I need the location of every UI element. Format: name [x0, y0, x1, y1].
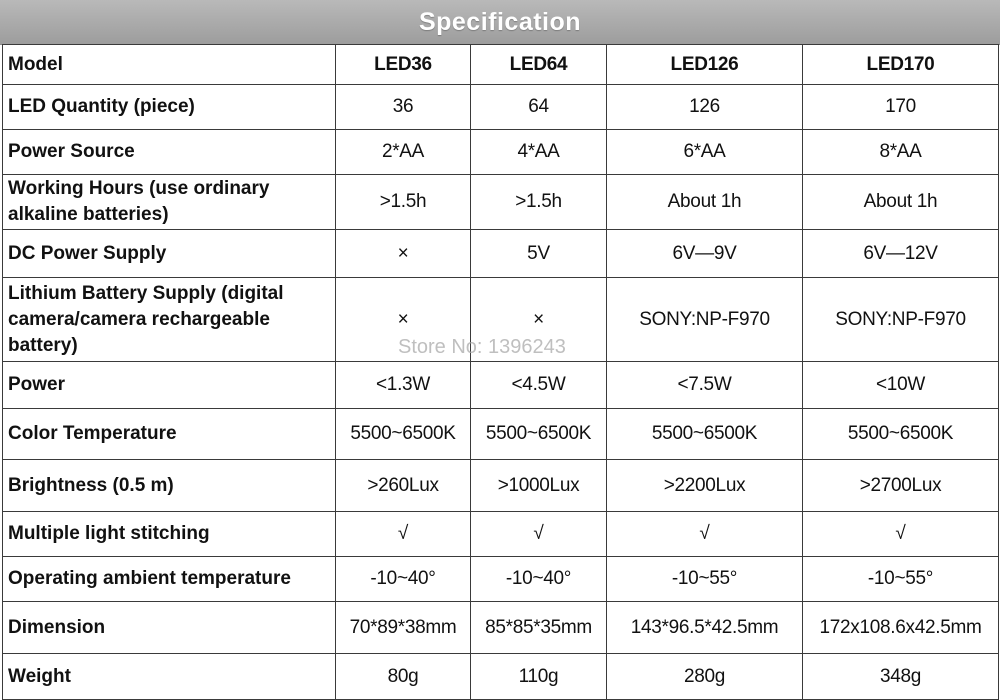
table-cell: 126: [607, 85, 803, 130]
row-label: Multiple light stitching: [3, 512, 336, 557]
table-cell: 280g: [607, 654, 803, 700]
table-cell: 110g: [471, 654, 607, 700]
table-cell: >1000Lux: [471, 460, 607, 512]
table-cell: -10~40°: [471, 557, 607, 602]
table-cell: -10~55°: [803, 557, 999, 602]
table-cell: -10~40°: [336, 557, 471, 602]
table-cell: <1.3W: [336, 362, 471, 409]
table-row: [3, 230, 999, 278]
row-label: Lithium Battery Supply (digital camera/camera rechargeable battery): [3, 278, 336, 362]
table-cell: 36: [336, 85, 471, 130]
table-cell: -10~55°: [607, 557, 803, 602]
spec-table: [2, 44, 999, 700]
check-mark: √: [471, 512, 607, 557]
header-row: [3, 45, 999, 85]
table-cell: SONY:NP-F970: [803, 278, 999, 362]
row-label: LED Quantity (piece): [3, 85, 336, 130]
check-mark: √: [803, 512, 999, 557]
table-row: [3, 602, 999, 654]
table-row: [3, 512, 999, 557]
table-cell: ×: [336, 230, 471, 278]
table-row: [3, 362, 999, 409]
table-cell: <4.5W: [471, 362, 607, 409]
table-cell: <7.5W: [607, 362, 803, 409]
table-cell: 5500~6500K: [471, 409, 607, 460]
page-title: Specification: [418, 7, 582, 36]
row-label: Working Hours (use ordinary alkaline batteries): [3, 175, 336, 230]
table-cell: >1.5h: [471, 175, 607, 230]
table-cell: 64: [471, 85, 607, 130]
row-label: Weight: [3, 654, 336, 700]
table-row: [3, 85, 999, 130]
row-label: Brightness (0.5 m): [3, 460, 336, 512]
table-row: [3, 175, 999, 230]
check-mark: √: [336, 512, 471, 557]
table-cell: 5500~6500K: [803, 409, 999, 460]
table-cell: 80g: [336, 654, 471, 700]
table-cell: 70*89*38mm: [336, 602, 471, 654]
header-label: Model: [3, 45, 336, 85]
table-cell: 5500~6500K: [607, 409, 803, 460]
model-cell: LED64: [471, 45, 607, 85]
table-row: [3, 278, 999, 362]
table-cell: 348g: [803, 654, 999, 700]
row-label: DC Power Supply: [3, 230, 336, 278]
model-cell: LED126: [607, 45, 803, 85]
table-cell: 5500~6500K: [336, 409, 471, 460]
row-label: Operating ambient temperature: [3, 557, 336, 602]
row-label: Dimension: [3, 602, 336, 654]
table-cell: 143*96.5*42.5mm: [607, 602, 803, 654]
table-cell: 85*85*35mm: [471, 602, 607, 654]
row-label: Power: [3, 362, 336, 409]
model-cell: LED170: [803, 45, 999, 85]
table-cell: >2200Lux: [607, 460, 803, 512]
table-cell: 172x108.6x42.5mm: [803, 602, 999, 654]
table-cell: >260Lux: [336, 460, 471, 512]
table-row: [3, 654, 999, 700]
row-label: Color Temperature: [3, 409, 336, 460]
table-cell: >1.5h: [336, 175, 471, 230]
table-cell: ×: [471, 278, 607, 362]
table-cell: 2*AA: [336, 130, 471, 175]
table-cell: 4*AA: [471, 130, 607, 175]
table-row: [3, 409, 999, 460]
table-row: [3, 557, 999, 602]
table-cell: About 1h: [607, 175, 803, 230]
table-cell: 6V—9V: [607, 230, 803, 278]
table-cell: 6V—12V: [803, 230, 999, 278]
table-cell: SONY:NP-F970: [607, 278, 803, 362]
title-bar: [0, 0, 1000, 45]
model-cell: LED36: [336, 45, 471, 85]
table-cell: <10W: [803, 362, 999, 409]
store-watermark: Store No: 1396243: [398, 336, 566, 358]
table-cell: 8*AA: [803, 130, 999, 175]
table-cell: About 1h: [803, 175, 999, 230]
table-cell: 170: [803, 85, 999, 130]
row-label: Power Source: [3, 130, 336, 175]
table-cell: 5V: [471, 230, 607, 278]
table-cell: 6*AA: [607, 130, 803, 175]
table-row: [3, 460, 999, 512]
table-cell: >2700Lux: [803, 460, 999, 512]
table-cell: ×: [336, 278, 471, 362]
check-mark: √: [607, 512, 803, 557]
table-row: [3, 130, 999, 175]
